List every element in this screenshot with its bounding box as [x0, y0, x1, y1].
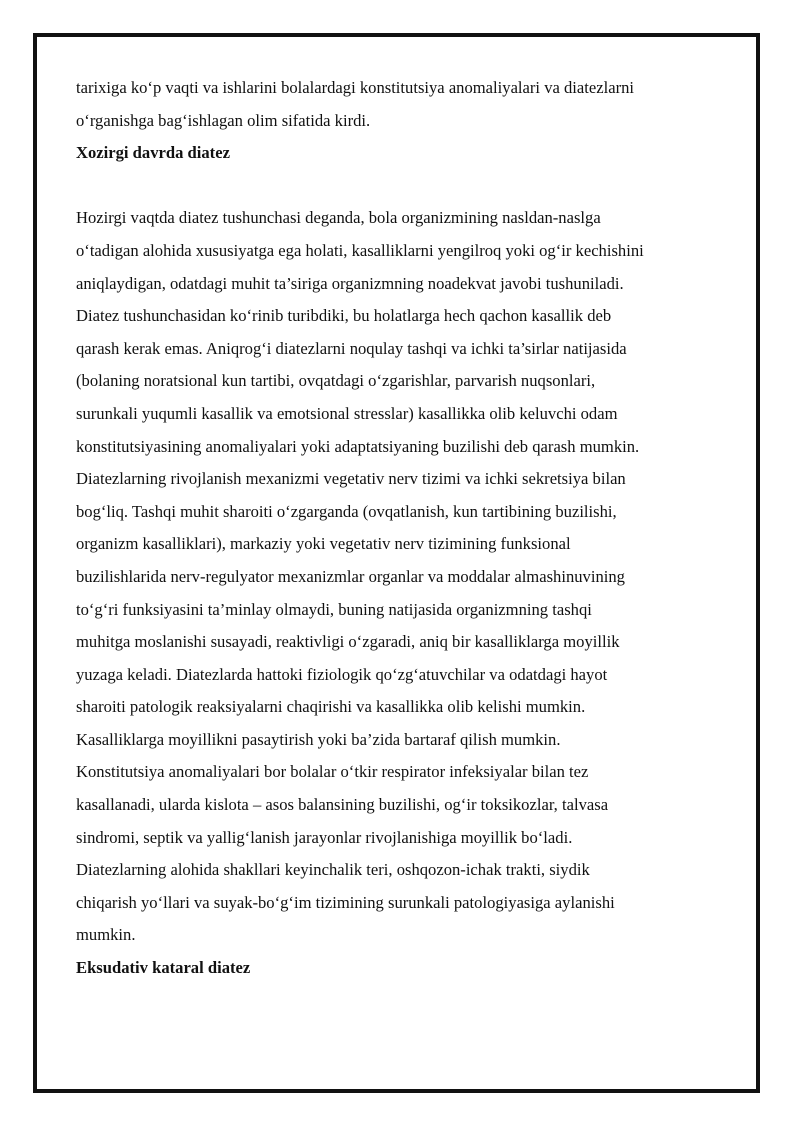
paragraph-line: Hozirgi vaqtda diatez tushunchasi deganda, bola organizmining nasldan-naslga: [76, 208, 601, 228]
paragraph-line: Diatez tushunchasidan ko‘rinib turibdiki, bu holatlarga hech qachon kasallik deb: [76, 306, 612, 326]
intro-line: tarixiga ko‘p vaqti va ishlarini bolalardagi konstitutsiya anomaliyalari va diatezlarni: [76, 78, 635, 97]
section-heading: Xozirgi davrda diatez: [76, 143, 230, 163]
paragraph-line: bog‘liq. Tashqi muhit sharoiti o‘zgarganda (ovqatlanish, kun tartibining buzilishi,: [76, 501, 617, 521]
paragraph-line: chiqarish yo‘llari va suyak-bo‘g‘im tizimining surunkali patologiyasiga aylanishi: [76, 892, 615, 912]
paragraph-line: organizm kasalliklari), markaziy yoki vegetativ nerv tizimining funksional: [76, 534, 571, 554]
paragraph-line: aniqlaydigan, odatdagi muhit ta’siriga organizmning noadekvat javobi tushuniladi.: [76, 273, 624, 293]
section-heading: Eksudativ kataral diatez: [76, 958, 251, 978]
paragraph-line: Kasalliklarga moyillikni pasaytirish yoki ba’zida bartaraf qilish mumkin.: [76, 729, 561, 749]
paragraph-line: Diatezlarning rivojlanish mexanizmi vegetativ nerv tizimi va ichki sekretsiya bilan: [76, 469, 626, 489]
paragraph-line: buzilishlarida nerv-regulyator mexanizmlar organlar va moddalar almashinuvining: [76, 566, 625, 586]
paragraph-line: muhitga moslanishi susayadi, reaktivligi o‘zgaradi, aniq bir kasalliklarga moyillik: [76, 632, 620, 652]
paragraph-line: konstitutsiyasining anomaliyalari yoki adaptatsiyaning buzilishi deb qarash mumkin.: [76, 436, 640, 456]
paragraph-line: (bolaning noratsional kun tartibi, ovqatdagi o‘zgarishlar, parvarish nuqsonlari,: [76, 371, 596, 391]
paragraph-line: sindromi, septik va yallig‘lanish jarayonlar rivojlanishiga moyillik bo‘ladi.: [76, 827, 573, 847]
paragraph-line: yuzaga keladi. Diatezlarda hattoki fiziologik qo‘zg‘atuvchilar va odatdagi hayot: [76, 664, 608, 684]
paragraph-line: qarash kerak emas. Aniqrog‘i diatezlarni noqulay tashqi va ichki ta’sirlar natijasida: [76, 338, 627, 358]
paragraph-line: sharoiti patologik reaksiyalarni chaqirishi va kasallikka olib kelishi mumkin.: [76, 697, 586, 717]
paragraph: [76, 202, 746, 952]
paragraph-line: to‘g‘ri funksiyasini ta’minlay olmaydi, buning natijasida organizmning tashqi: [76, 599, 592, 619]
document-body: [76, 72, 746, 985]
intro-line: o‘rganishga bag‘ishlagan olim sifatida kirdi.: [76, 110, 371, 130]
paragraph-line: mumkin.: [76, 925, 136, 945]
paragraph-line: o‘tadigan alohida xususiyatga ega holati, kasalliklarni yengilroq yoki og‘ir kechishini: [76, 240, 644, 260]
paragraph-line: kasallanadi, ularda kislota – asos balansining buzilishi, og‘ir toksikozlar, talvasa: [76, 795, 609, 815]
paragraph-line: Diatezlarning alohida shakllari keyinchalik teri, oshqozon-ichak trakti, siydik: [76, 860, 590, 880]
blank-line: [76, 170, 746, 203]
paragraph-line: Konstitutsiya anomaliyalari bor bolalar o‘tkir respirator infeksiyalar bilan tez: [76, 762, 589, 782]
paragraph-line: surunkali yuqumli kasallik va emotsional stresslar) kasallikka olib keluvchi odam: [76, 403, 618, 423]
